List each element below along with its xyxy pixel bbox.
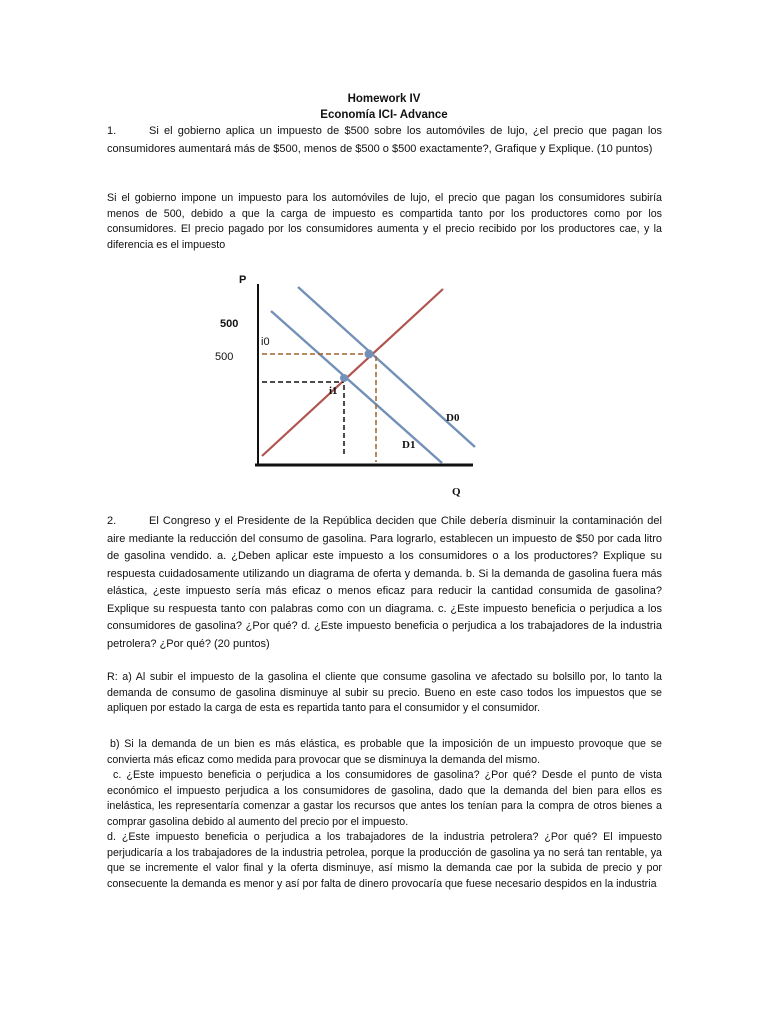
- question-2-number: 2.: [107, 515, 117, 527]
- answer-2c: [107, 768, 662, 830]
- answer-1: Si el gobierno impone un impuesto para los automóviles de lujo, el precio que pagan los consumidores subiría menos de 500, debido a que la carga de impuesto es compartida tanto por los productores como por los consumidores. El precio pagado por los consumidores aumenta y el precio recibido por los productores cae, y la diferencia es el impuesto: [107, 192, 662, 251]
- document-subtitle: Economía ICI- Advance: [320, 109, 448, 121]
- equilibrium-point-i1: [340, 374, 348, 382]
- document-title: Homework IV: [347, 93, 421, 105]
- y-axis-label: P: [239, 274, 247, 286]
- curve-label-d0: D0: [446, 412, 460, 424]
- answer-2b-text: b) Si la demanda de un bien es más elástica, es probable que la imposición de un impuesto provoque que se convierta más eficaz como medida para provocar que se disminuya la demanda del mismo.: [107, 738, 662, 766]
- answer-2a: R: a) Al subir el impuesto de la gasolina el cliente que consume gasolina ve afectado su bolsillo por, lo tanto la demanda de consumo de gasolina disminuye al subir su precio. Bueno en este caso todos los impuestos que se apliquen por estado la carga de esta es repartida tanto para el consumidor y el consumidor.: [107, 671, 662, 715]
- point-label-i0: i0: [261, 336, 270, 348]
- price-label-eq: 500: [215, 351, 234, 363]
- question-1-text: Si el gobierno aplica un impuesto de $500 sobre los automóviles de lujo, ¿el precio que pagan los consumidores aumentará más de $500, menos de $500 o $500 exactamente?, Grafique y Explique. (10 puntos): [107, 125, 662, 155]
- equilibrium-point-i0: [365, 350, 374, 359]
- supply-curve: [262, 289, 443, 456]
- curve-label-d1: D1: [402, 439, 416, 451]
- answer-2d: d. ¿Este impuesto beneficia o perjudica a los trabajadores de la industria petrolera? ¿Por qué? El impuesto perjudicaría a los trabajadores de la industria petrolea, porque la producción de gasolina ya no será tan rentable, ya que se incremente el valor final y la oferta disminuye, así mismo la demanda cae por la subida de precio y por consecuente la demanda es menor y así por falta de dinero provocaría que fuese necesario despidos en la industria: [107, 831, 662, 890]
- demand-curve-d1: [271, 311, 442, 463]
- question-2-text: El Congreso y el Presidente de la República deciden que Chile debería disminuir la contaminación del aire mediante la reducción del consumo de gasolina. Para lograrlo, establecen un impuesto de $50 por cada litro de gasolina vendido. a. ¿Deben aplicar este impuesto a los consumidores o a los productores? Explique su respuesta cuidadosamente utilizando un diagrama de oferta y demanda. b. Si la demanda de gasolina fuera más elástica, ¿este impuesto sería más eficaz o menos eficaz para reducir la cantidad consumida de gasolina? Explique su respuesta tanto con palabras como con un diagrama. c. ¿Este impuesto beneficia o perjudica a los consumidores de gasolina? ¿Por qué? d. ¿Este impuesto beneficia o perjudica a los trabajadores de la industria petrolera? ¿Por qué? (20 puntos): [107, 515, 662, 650]
- point-label-i1: i1: [329, 385, 338, 397]
- price-label-top: 500: [220, 318, 239, 330]
- question-1-number: 1.: [107, 125, 117, 137]
- question-2: [107, 513, 662, 653]
- answer-2c-text: c. ¿Este impuesto beneficia o perjudica a los consumidores de gasolina? ¿Por qué? Desde el punto de vista económico el impuesto perjudica a los consumidores de gasolina, dado que la demanda del bien para ellos es inelástica, les representaría comenzar a gastar los recursos que antes los tenían para la compra de otros bienes a comprar gasolina debido al aumento del precio por el impuesto.: [107, 769, 662, 828]
- answer-2b: [107, 737, 662, 768]
- x-axis-label: Q: [452, 486, 461, 498]
